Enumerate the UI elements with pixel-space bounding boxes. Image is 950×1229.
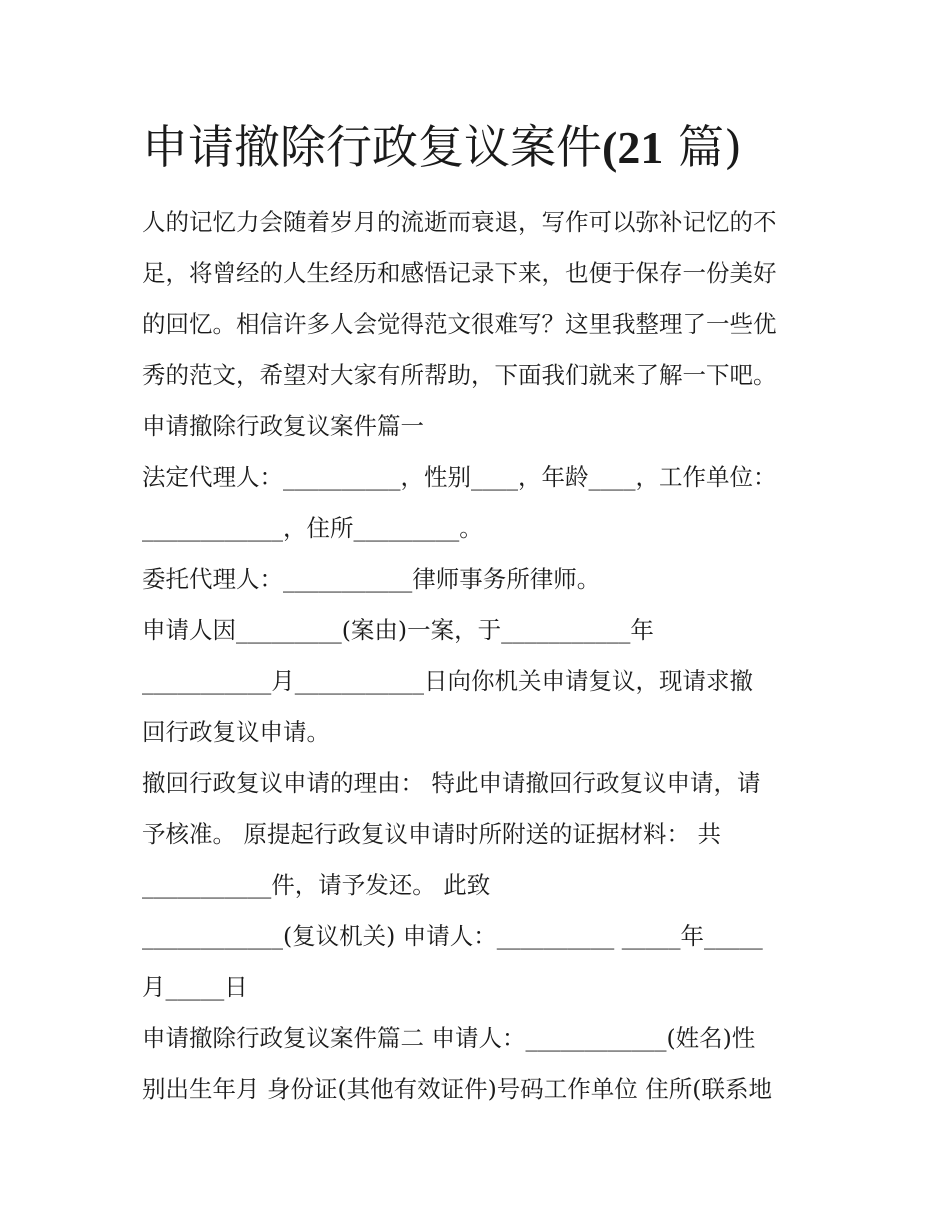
paragraph-line: 委托代理人：___________律师事务所律师。 [142, 565, 601, 593]
paragraph-line: 撤回行政复议申请的理由： 特此申请撤回行政复议申请，请 [142, 769, 761, 797]
paragraph-line: ____________，住所_________。 [142, 514, 483, 542]
paragraph-line: ___________件，请予发还。 此致 [142, 871, 491, 899]
paragraph-line: 人的记忆力会随着岁月的流逝而衰退，写作可以弥补记忆的不 [142, 208, 777, 236]
title-count: (21 [602, 122, 664, 173]
paragraph-line: 申请人因_________(案由)一案，于___________年 [142, 616, 654, 644]
paragraph-line: ___________月___________日向你机关申请复议，现请求撤 [142, 667, 753, 695]
paragraph-line: 别出生年月 身份证(其他有效证件)号码工作单位 住所(联系地 [142, 1075, 772, 1103]
title-suffix: 篇) [663, 120, 742, 174]
paragraph-line: 足，将曾经的人生经历和感悟记录下来，也便于保存一份美好 [142, 259, 777, 287]
document-title [142, 112, 742, 183]
paragraph-line: 予核准。 原提起行政复议申请时所附送的证据材料： 共 [142, 820, 721, 848]
paragraph-line: 回行政复议申请。 [142, 718, 330, 746]
title-text: 申请撤除行政复议案件 [142, 120, 602, 174]
section-heading: 申请撤除行政复议案件篇一 [142, 412, 424, 440]
paragraph-line: 月_____日 [142, 973, 248, 1001]
paragraph-line: 的回忆。相信许多人会觉得范文很难写？这里我整理了一些优 [142, 310, 777, 338]
paragraph-line: 申请撤除行政复议案件篇二 申请人：____________(姓名)性 [142, 1024, 756, 1052]
paragraph-line: ____________(复议机关) 申请人：__________ _____年_____ [142, 922, 763, 950]
paragraph-line: 法定代理人：__________，性别____，年龄____，工作单位： [142, 463, 777, 491]
document-body [142, 197, 822, 1115]
paragraph-line: 秀的范文，希望对大家有所帮助，下面我们就来了解一下吧。 [142, 361, 777, 389]
